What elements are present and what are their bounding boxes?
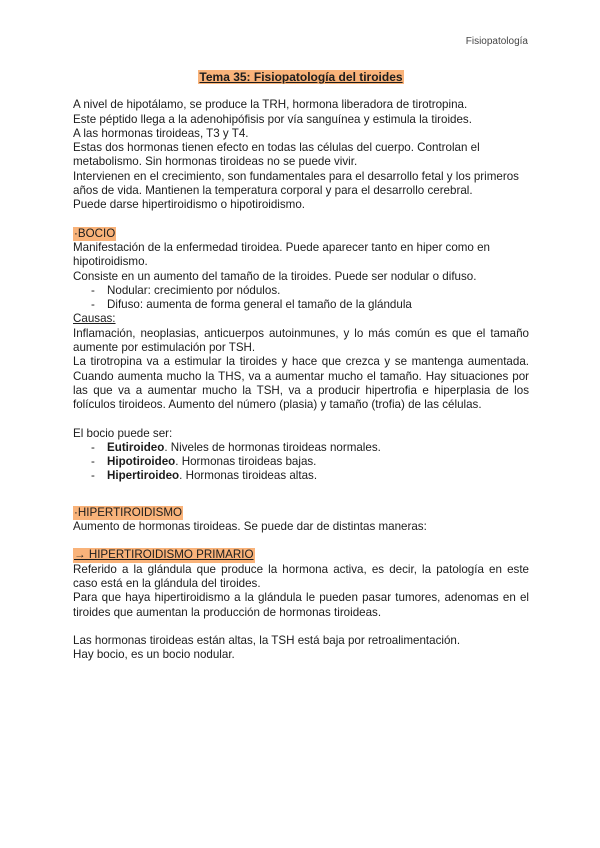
kind-term: Hipotiroideo — [107, 455, 176, 469]
hiper-paragraph: Aumento de hormonas tiroideas. Se puede dar de distintas maneras: — [73, 520, 427, 534]
kind-desc: . Niveles de hormonas tiroideas normales. — [164, 440, 381, 454]
list-item — [73, 469, 529, 483]
intro-paragraph: Puede darse hipertiroidismo o hipotiroidismo. — [73, 198, 305, 212]
bocio-types-list — [73, 284, 529, 313]
primario-heading: → HIPERTIROIDISMO PRIMARIO — [74, 548, 254, 562]
intro-section — [73, 98, 529, 212]
bocio-heading: ·BOCIO — [74, 226, 116, 240]
hiper-paragraph: Las hormonas tiroideas están altas, la TSH está baja por retroalimentación. — [73, 633, 461, 647]
kind-desc: . Hormonas tiroideas altas. — [179, 469, 318, 483]
kind-term: Eutiroideo — [107, 440, 165, 454]
intro-paragraph: A nivel de hipotálamo, se produce la TRH, hormona liberadora de tirotropina. — [73, 98, 468, 112]
hipertiroidismo-section — [73, 506, 529, 663]
running-header: Fisiopatología — [465, 36, 528, 47]
list-item — [73, 455, 529, 469]
intro-paragraph: A las hormonas tiroideas, T3 y T4. — [73, 126, 249, 140]
causes-paragraph: La tirotropina va a estimular la tiroides y hace que crezca y se mantenga aumentada. Cuando aumenta mucho la THS, va a aumentar mucho el tamaño. Hay situaciones por las que va a aumentar mucho la TSH, va a producir hipertrofia e hiperplasia de los folículos tiroideos. Aumento del número (plasia) y tamaño (trofia) de las células. — [73, 355, 529, 412]
list-item: - Nodular: crecimiento por nódulos. — [73, 284, 529, 298]
bocio-paragraph: Manifestación de la enfermedad tiroidea. Puede aparecer tanto en hiper como en hipotiroidismo. — [73, 240, 490, 269]
causes-paragraph: Inflamación, neoplasias, anticuerpos autoinmunes, y lo más común es que el tamaño aumente por estimulación por TSH. — [73, 326, 529, 355]
hiper-paragraph: Para que haya hipertiroidismo a la glándula le pueden pasar tumores, adenomas en el tiroides que aumentan la producción de hormonas tiroideas. — [73, 591, 529, 619]
hipertiroidismo-heading: ·HIPERTIROIDISMO — [74, 505, 183, 519]
page-title-text: Tema 35: Fisiopatología del tiroides — [199, 70, 403, 84]
page-title — [73, 70, 529, 84]
bocio-section — [73, 227, 529, 484]
bocio-kinds-list — [73, 441, 529, 484]
hiper-paragraph: Hay bocio, es un bocio nodular. — [73, 648, 235, 662]
intro-paragraph: Este péptido llega a la adenohipófisis por vía sanguínea y estimula la tiroides. — [73, 112, 472, 126]
intro-paragraph: Intervienen en el crecimiento, son fundamentales para el desarrollo fetal y los primeros años de vida. Mantienen la temperatura corporal y para el desarrollo cerebral. — [73, 169, 519, 198]
bocio-paragraph: Consiste en un aumento del tamaño de la tiroides. Puede ser nodular o difuso. — [73, 269, 477, 283]
list-item: - Difuso: aumenta de forma general el tamaño de la glándula — [73, 298, 529, 312]
kind-term: Hipertiroideo — [107, 469, 180, 483]
hiper-paragraph: Referido a la glándula que produce la hormona activa, es decir, la patología en este caso está en la glándula del tiroides. — [73, 562, 529, 590]
bocio-kinds-intro: El bocio puede ser: — [73, 426, 173, 440]
causes-label: Causas: — [73, 312, 116, 326]
document-body — [73, 70, 529, 662]
kind-desc: . Hormonas tiroideas bajas. — [175, 455, 317, 469]
intro-paragraph: Estas dos hormonas tienen efecto en todas las células del cuerpo. Controlan el metabolismo. Sin hormonas tiroideas no se puede vivir. — [73, 141, 480, 169]
list-item — [73, 441, 529, 455]
